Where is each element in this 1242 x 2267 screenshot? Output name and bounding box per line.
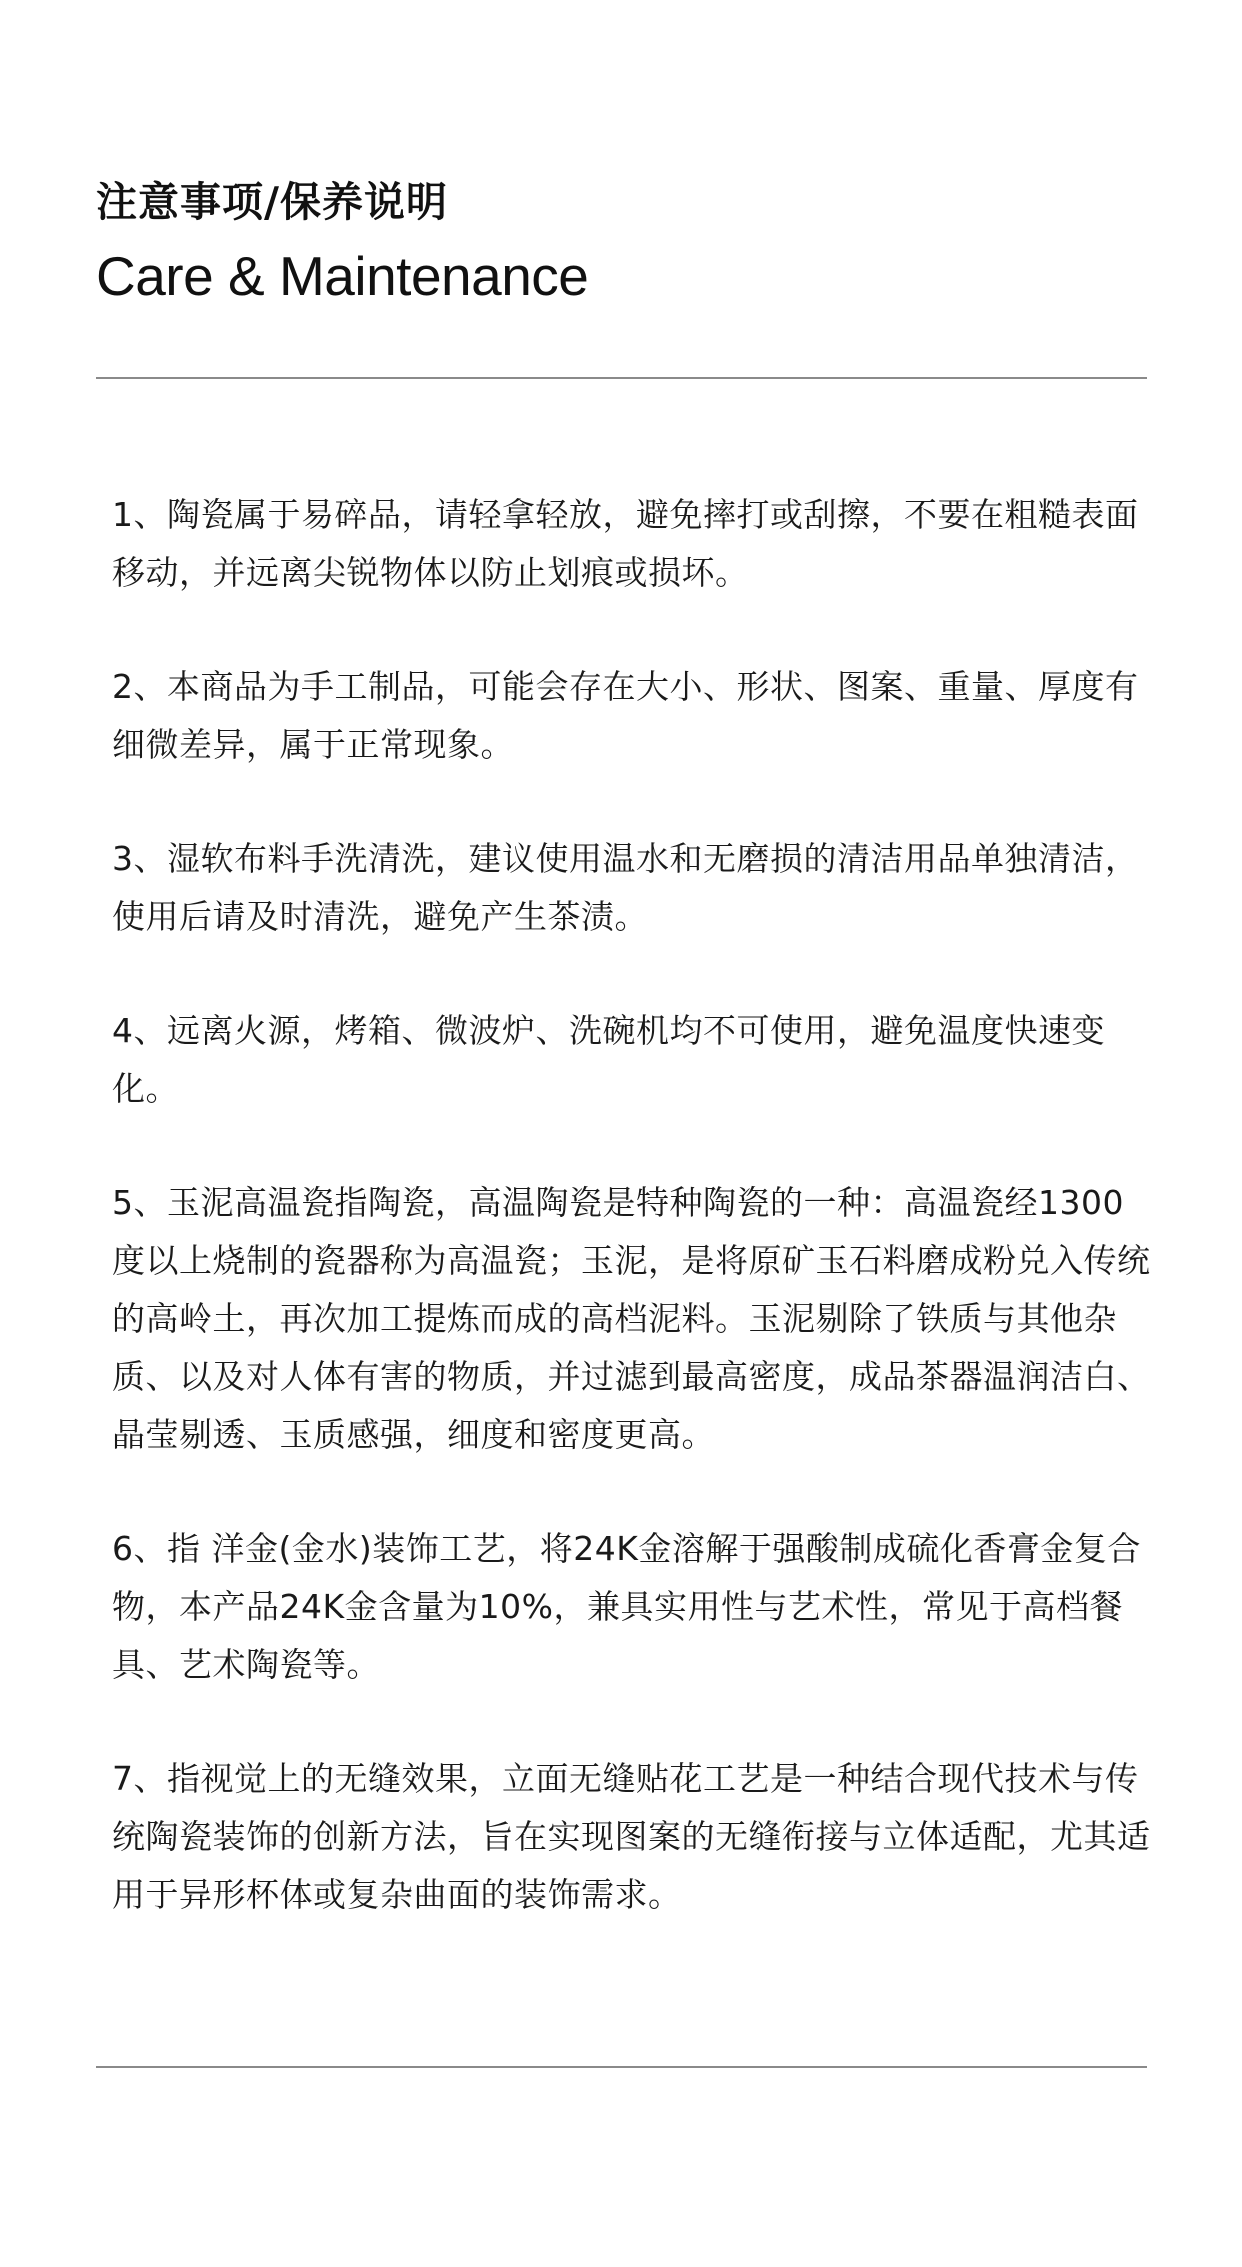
page-title-english: Care & Maintenance bbox=[96, 245, 589, 307]
care-note-5: 5、玉泥高温瓷指陶瓷，高温陶瓷是特种陶瓷的一种：高温瓷经1300度以上烧制的瓷器称为高温瓷；玉泥，是将原矿玉石料磨成粉兑入传统的高岭土，再次加工提炼而成的高档泥料。玉泥剔除了铁质与其他杂质、以及对人体有害的物质，并过滤到最高密度，成品茶器温润洁白、晶莹剔透、玉质感强，细度和密度更高。 bbox=[112, 1183, 1151, 1454]
care-note-3: 3、湿软布料手洗清洗，建议使用温水和无磨损的清洁用品单独清洁，使用后请及时清洗，避免产生茶渍。 bbox=[112, 839, 1139, 936]
care-note-1: 1、陶瓷属于易碎品，请轻拿轻放，避免摔打或刮擦，不要在粗糙表面移动，并远离尖锐物体以防止划痕或损坏。 bbox=[112, 495, 1139, 592]
care-note-4: 4、远离火源，烤箱、微波炉、洗碗机均不可使用，避免温度快速变化。 bbox=[112, 1011, 1105, 1108]
page-header bbox=[96, 172, 1146, 316]
care-note-6: 6、指 洋金(金水)装饰工艺，将24K金溶解于强酸制成硫化香膏金复合物，本产品24K金含量为10%，兼具实用性与艺术性，常见于高档餐具、艺术陶瓷等。 bbox=[112, 1529, 1141, 1684]
care-notes-list bbox=[112, 486, 1152, 1980]
bottom-divider bbox=[96, 2066, 1147, 2068]
top-divider bbox=[96, 377, 1147, 379]
care-note-2: 2、本商品为手工制品，可能会存在大小、形状、图案、重量、厚度有细微差异，属于正常现象。 bbox=[112, 667, 1139, 764]
page-title-chinese: 注意事项/保养说明 bbox=[96, 178, 448, 226]
care-note-7: 7、指视觉上的无缝效果，立面无缝贴花工艺是一种结合现代技术与传统陶瓷装饰的创新方法，旨在实现图案的无缝衔接与立体适配，尤其适用于异形杯体或复杂曲面的装饰需求。 bbox=[112, 1759, 1151, 1914]
